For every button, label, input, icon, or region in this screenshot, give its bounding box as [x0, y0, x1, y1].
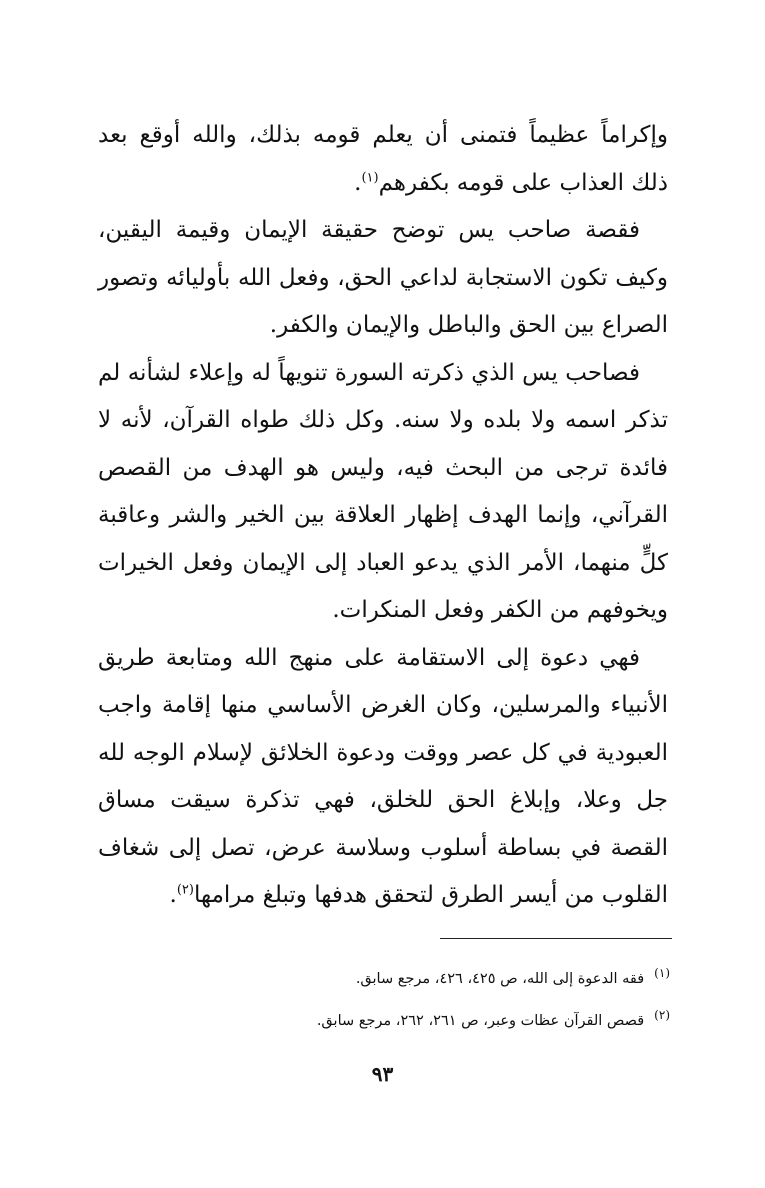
- paragraph-4: [98, 635, 668, 920]
- footnote-1-mark: (١): [654, 966, 670, 980]
- paragraph-2-text: فقصة صاحب يس توضح حقيقة الإيمان وقيمة اليقين، وكيف تكون الاستجابة لداعي الحق، وفعل الله بأوليائه وتصور الصراع بين الحق والباطل والإيمان والكفر.: [98, 217, 668, 338]
- footnote-2: [250, 997, 670, 1039]
- paragraph-1-text: وإكراماً عظيماً فتمنى أن يعلم قومه بذلك، والله أوقع بعد ذلك العذاب على قومه بكفرهم: [98, 122, 668, 196]
- footnote-divider: [440, 938, 672, 939]
- paragraph-1-tail: .: [354, 169, 362, 196]
- paragraph-3-text: فصاحب يس الذي ذكرته السورة تنويهاً له وإعلاء لشأنه لم تذكر اسمه ولا بلده ولا سنه. وكل ذلك طواه القرآن، لأنه لا فائدة ترجى من البحث فيه، وليس هو الهدف من القصص القرآني، وإنما الهدف إظهار العلاقة بين الخير والشر وعاقبة كلٍّ منهما، الأمر الذي يدعو العباد إلى الإيمان وفعل الخيرات ويخوفهم من الكفر وفعل المنكرات.: [98, 359, 668, 623]
- paragraph-3: [98, 350, 668, 635]
- footnote-2-mark: (٢): [654, 1007, 670, 1022]
- footnote-1-text: فقه الدعوة إلى الله، ص ٤٢٥، ٤٢٦، مرجع سابق.: [355, 970, 645, 987]
- paragraph-2: [98, 207, 668, 350]
- footnote-1: [250, 955, 670, 997]
- page-number: ٩٣: [371, 1062, 394, 1086]
- paragraph-4-tail: .: [169, 882, 177, 908]
- paragraph-4-text: فهي دعوة إلى الاستقامة على منهج الله ومتابعة طريق الأنبياء والمرسلين، وكان الغرض الأساسي منها إقامة واجب العبودية في كل عصر ووقت ودعوة الخلائق لإسلام الوجه لله جل وعلا، وإبلاغ الحق للخلق، فهي تذكرة سيقت مساق القصة في بساطة أسلوب وسلاسة عرض، تصل إلى شغاف القلوب من أيسر الطرق لتحقق هدفها وتبلغ مرامها: [98, 644, 668, 908]
- paragraph-1: [98, 112, 668, 207]
- footnote-ref-2: (٢): [176, 882, 194, 898]
- footnote-ref-1: (١): [361, 169, 379, 185]
- main-text: [98, 112, 668, 920]
- footnote-2-text: قصص القرآن عظات وعبر، ص ٢٦١، ٢٦٢، مرجع سابق.: [316, 1012, 645, 1029]
- footnotes: [250, 955, 670, 1039]
